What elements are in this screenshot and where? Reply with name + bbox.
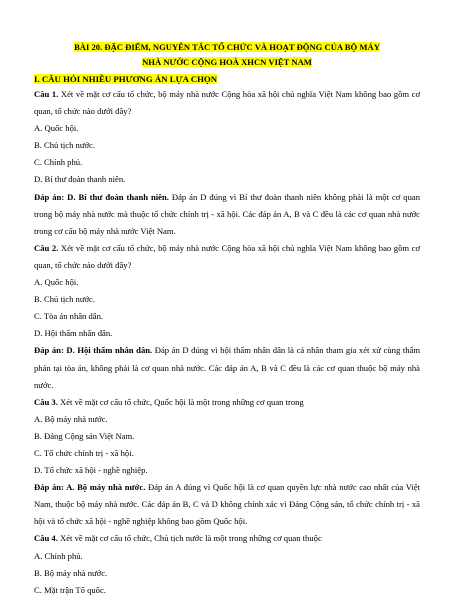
answer-label: Đáp án: D. Hội thẩm nhân dân. (34, 345, 153, 356)
option: A. Chính phủ. (34, 550, 83, 561)
question-text: Xét về mặt cơ cấu tổ chức, bộ máy nhà nước Cộng hòa xã hội chủ nghĩa Việt Nam không bao gồm cơ quan, tổ chức nào dưới đây? (34, 242, 420, 270)
option: C. Mặt trận Tổ quốc. (34, 584, 106, 595)
answer-label: Đáp án: A. Bộ máy nhà nước. (34, 482, 146, 493)
option: C. Tòa án nhân dân. (34, 311, 104, 322)
title-line-2: NHÀ NƯỚC CỘNG HOÀ XHCN VIỆT NAM (142, 57, 312, 67)
answer-explanation: Đáp án D đúng vì Bí thư đoàn thanh niên không phải là một cơ quan trong bộ máy nhà nước mà thuộc tổ chức chính trị - xã hội. Các đáp án A, B và C đều là các cơ quan nhà nước trong cơ cấu bộ máy nhà nước Việt Nam. (34, 191, 420, 236)
question-label: Câu 1. (34, 89, 59, 99)
answer-label: Đáp án: D. Bí thư đoàn thanh niên. (34, 191, 169, 202)
answer-explanation: Đáp án A đúng vì Quốc hội là cơ quan quyền lực nhà nước cao nhất của Việt Nam, thuộc bộ máy nhà nước. Các đáp án B, C và D không chính xác vì Đảng Cộng sản, tổ chức chính trị - xã hội và tổ chức xã hội - nghề nghiệp không bao gồm Quốc hội. (34, 482, 420, 527)
question-1 (34, 86, 420, 120)
answer-2 (34, 342, 420, 393)
option: D. Tổ chức xã hội - nghề nghiệp. (34, 465, 148, 476)
option: C. Tổ chức chính trị - xã hội. (34, 447, 134, 458)
option: C. Chính phủ. (34, 157, 83, 168)
question-3 (34, 394, 420, 411)
option: A. Bộ máy nhà nước. (34, 413, 108, 424)
answer-1 (34, 189, 420, 240)
option: A. Quốc hội. (34, 123, 79, 134)
option: A. Quốc hội. (34, 277, 79, 288)
section-heading: I. CÂU HỎI NHIỀU PHƯƠNG ÁN LỰA CHỌN (34, 74, 218, 84)
question-label: Câu 4. (34, 533, 58, 544)
document-title (34, 40, 420, 70)
question-label: Câu 3. (34, 396, 58, 407)
question-4 (34, 530, 420, 547)
question-label: Câu 2. (34, 242, 59, 253)
option: B. Chủ tịch nước. (34, 294, 95, 305)
option: B. Bộ máy nhà nước. (34, 567, 108, 578)
question-text: Xét về mặt cơ cấu tổ chức, Quốc hội là một trong những cơ quan trong (57, 396, 304, 407)
title-line-1: BÀI 20. ĐẶC ĐIỂM, NGUYÊN TẮC TỔ CHỨC VÀ HOẠT ĐỘNG CỦA BỘ MÁY (74, 42, 380, 52)
answer-3 (34, 479, 420, 530)
question-text: Xét về mặt cơ cấu tổ chức, Chủ tịch nước là một trong những cơ quan thuộc (57, 533, 322, 544)
question-text: Xét về mặt cơ cấu tổ chức, bộ máy nhà nước Cộng hòa xã hội chủ nghĩa Việt Nam không bao gồm cơ quan, tổ chức nào dưới đây? (34, 89, 420, 117)
question-2 (34, 240, 420, 274)
option: D. Bí thư đoàn thanh niên. (34, 174, 126, 185)
answer-explanation: Đáp án D đúng vì hội thẩm nhân dân là cá nhân tham gia xét xử cùng thẩm phán tại tòa án, không phải là cơ quan nhà nước. Các đáp án A, B và C đều là các cơ quan thuộc bộ máy nhà nước. (34, 345, 421, 390)
option: B. Đảng Cộng sản Việt Nam. (34, 430, 135, 441)
option: D. Hội thẩm nhân dân. (34, 328, 113, 339)
option: B. Chủ tịch nước. (34, 140, 95, 151)
